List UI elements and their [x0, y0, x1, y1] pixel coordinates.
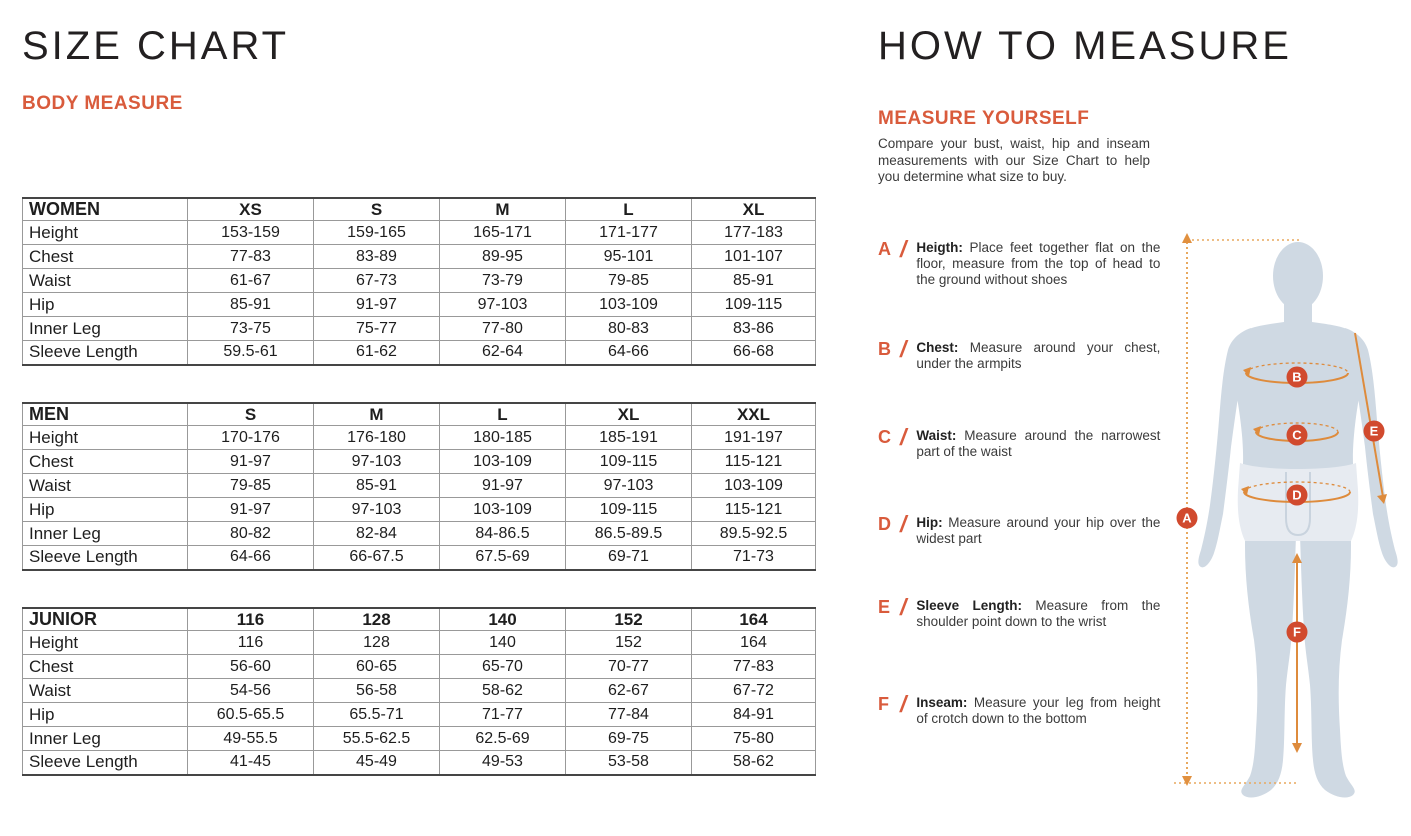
- measurement-label: Height: [23, 631, 188, 655]
- measure-item-height: [878, 236, 1161, 288]
- item-description: Measure from the shoulder point down to the wrist: [916, 598, 1161, 629]
- item-label: Chest:: [916, 340, 959, 355]
- measurement-value: 89.5-92.5: [692, 522, 816, 546]
- measurement-label: Waist: [23, 269, 188, 293]
- item-label: Hip:: [916, 515, 943, 530]
- item-label: Inseam:: [916, 695, 968, 710]
- measure-intro-text: Compare your bust, waist, hip and inseam measurements with our Size Chart to help you determine what size to buy.: [878, 136, 1150, 184]
- table-header-row: [23, 403, 816, 426]
- table-group-header: MEN: [23, 403, 188, 426]
- measurement-label: Inner Leg: [23, 522, 188, 546]
- measurement-value: 77-84: [566, 703, 692, 727]
- measurement-value: 89-95: [440, 245, 566, 269]
- svg-text:E: E: [1369, 423, 1379, 439]
- measurement-value: 159-165: [314, 221, 440, 245]
- item-description: Measure around your hip over the widest part: [916, 515, 1161, 546]
- measurement-value: 79-85: [188, 474, 314, 498]
- measurement-value: 103-109: [566, 293, 692, 317]
- table-row: [23, 631, 816, 655]
- measurement-value: 60.5-65.5: [188, 703, 314, 727]
- measurement-value: 61-67: [188, 269, 314, 293]
- measurement-label: Chest: [23, 450, 188, 474]
- size-column-header: M: [440, 198, 566, 221]
- table-row: [23, 546, 816, 570]
- measurement-value: 77-80: [440, 317, 566, 341]
- junior-size-table: [22, 607, 816, 776]
- table-row: [23, 269, 816, 293]
- measurement-value: 164: [692, 631, 816, 655]
- table-row: [23, 727, 816, 751]
- measure-item-sleeve: [878, 594, 1161, 630]
- table-row: [23, 317, 816, 341]
- svg-text:A: A: [1182, 510, 1192, 526]
- measurement-value: 109-115: [566, 450, 692, 474]
- figure-left-leg: [1241, 516, 1296, 797]
- how-to-measure-title: HOW TO MEASURE: [878, 24, 1292, 68]
- measurement-value: 103-109: [692, 474, 816, 498]
- measurement-label: Chest: [23, 245, 188, 269]
- measurement-value: 65-70: [440, 655, 566, 679]
- measurement-value: 109-115: [566, 498, 692, 522]
- measurement-value: 58-62: [692, 751, 816, 775]
- measure-yourself-heading: MEASURE YOURSELF: [878, 108, 1090, 129]
- measurement-label: Waist: [23, 679, 188, 703]
- measurement-value: 59.5-61: [188, 341, 314, 365]
- measurement-value: 45-49: [314, 751, 440, 775]
- svg-text:D: D: [1292, 487, 1302, 503]
- size-column-header: S: [188, 403, 314, 426]
- measurement-value: 60-65: [314, 655, 440, 679]
- measurement-label: Hip: [23, 703, 188, 727]
- measurement-value: 97-103: [440, 293, 566, 317]
- table-group-header: JUNIOR: [23, 608, 188, 631]
- table-row: [23, 245, 816, 269]
- table-row: [23, 221, 816, 245]
- table-header-row: [23, 608, 816, 631]
- measurement-value: 56-58: [314, 679, 440, 703]
- measurement-value: 77-83: [188, 245, 314, 269]
- size-column-header: M: [314, 403, 440, 426]
- measurement-value: 97-103: [566, 474, 692, 498]
- measurement-value: 67-72: [692, 679, 816, 703]
- measurement-value: 77-83: [692, 655, 816, 679]
- size-column-header: 128: [314, 608, 440, 631]
- measurement-value: 64-66: [188, 546, 314, 570]
- slash-divider-icon: /: [900, 336, 907, 362]
- measurement-value: 73-79: [440, 269, 566, 293]
- measurement-value: 53-58: [566, 751, 692, 775]
- measure-item-waist: [878, 424, 1161, 460]
- measurement-value: 170-176: [188, 426, 314, 450]
- measurement-value: 86.5-89.5: [566, 522, 692, 546]
- measurement-value: 152: [566, 631, 692, 655]
- measurement-value: 91-97: [188, 450, 314, 474]
- measurement-value: 61-62: [314, 341, 440, 365]
- table-row: [23, 522, 816, 546]
- item-description: Measure around your chest, under the armpits: [916, 340, 1161, 371]
- measurement-value: 41-45: [188, 751, 314, 775]
- size-column-header: XS: [188, 198, 314, 221]
- measurement-label: Sleeve Length: [23, 546, 188, 570]
- size-column-header: 164: [692, 608, 816, 631]
- measurement-value: 91-97: [314, 293, 440, 317]
- measurement-value: 80-82: [188, 522, 314, 546]
- measurement-value: 91-97: [188, 498, 314, 522]
- table-row: [23, 426, 816, 450]
- page-title: SIZE CHART: [22, 24, 290, 68]
- svg-text:C: C: [1292, 427, 1302, 443]
- figure-right-leg: [1300, 516, 1355, 797]
- measurement-value: 165-171: [440, 221, 566, 245]
- measurement-value: 85-91: [188, 293, 314, 317]
- measurement-value: 191-197: [692, 426, 816, 450]
- item-letter: E: [878, 597, 891, 617]
- women-size-table: [22, 197, 816, 366]
- item-letter: F: [878, 694, 889, 714]
- measurement-value: 84-86.5: [440, 522, 566, 546]
- measurement-label: Height: [23, 426, 188, 450]
- measurement-value: 180-185: [440, 426, 566, 450]
- table-row: [23, 293, 816, 317]
- measure-item-inseam: [878, 691, 1161, 727]
- size-column-header: 152: [566, 608, 692, 631]
- measurement-value: 56-60: [188, 655, 314, 679]
- slash-divider-icon: /: [900, 511, 907, 537]
- measure-item-chest: [878, 336, 1161, 372]
- size-column-header: S: [314, 198, 440, 221]
- table-row: [23, 703, 816, 727]
- measurement-value: 66-67.5: [314, 546, 440, 570]
- table-row: [23, 655, 816, 679]
- table-row: [23, 474, 816, 498]
- table-row: [23, 498, 816, 522]
- table-row: [23, 751, 816, 775]
- size-column-header: XXL: [692, 403, 816, 426]
- size-column-header: 140: [440, 608, 566, 631]
- measurement-label: Chest: [23, 655, 188, 679]
- measurement-value: 103-109: [440, 498, 566, 522]
- measurement-value: 75-80: [692, 727, 816, 751]
- size-column-header: L: [566, 198, 692, 221]
- item-description: Measure around the narrowest part of the waist: [916, 428, 1161, 459]
- size-column-header: XL: [692, 198, 816, 221]
- measurement-value: 101-107: [692, 245, 816, 269]
- measurement-value: 49-55.5: [188, 727, 314, 751]
- measurement-value: 79-85: [566, 269, 692, 293]
- measurement-value: 140: [440, 631, 566, 655]
- size-column-header: L: [440, 403, 566, 426]
- badge-E: [1364, 421, 1385, 442]
- size-column-header: XL: [566, 403, 692, 426]
- measurement-value: 116: [188, 631, 314, 655]
- measurement-label: Waist: [23, 474, 188, 498]
- badge-B: [1287, 367, 1308, 388]
- measurement-value: 83-89: [314, 245, 440, 269]
- measurement-value: 62-67: [566, 679, 692, 703]
- measurement-value: 54-56: [188, 679, 314, 703]
- item-label: Heigth:: [916, 240, 963, 255]
- measurement-value: 67-73: [314, 269, 440, 293]
- measurement-value: 83-86: [692, 317, 816, 341]
- table-group-header: WOMEN: [23, 198, 188, 221]
- table-row: [23, 450, 816, 474]
- item-label: Sleeve Length:: [916, 598, 1023, 613]
- measurement-label: Inner Leg: [23, 727, 188, 751]
- men-size-table: [22, 402, 816, 571]
- measurement-value: 71-77: [440, 703, 566, 727]
- measurement-value: 177-183: [692, 221, 816, 245]
- measurement-value: 171-177: [566, 221, 692, 245]
- item-letter: B: [878, 339, 891, 359]
- item-letter: D: [878, 514, 891, 534]
- measurement-value: 128: [314, 631, 440, 655]
- measurement-value: 64-66: [566, 341, 692, 365]
- svg-text:B: B: [1292, 369, 1302, 385]
- table-header-row: [23, 198, 816, 221]
- badge-F: [1287, 622, 1308, 643]
- svg-text:F: F: [1293, 624, 1301, 640]
- measurement-value: 115-121: [692, 498, 816, 522]
- measurement-value: 62-64: [440, 341, 566, 365]
- measurement-value: 103-109: [440, 450, 566, 474]
- measurement-value: 82-84: [314, 522, 440, 546]
- body-measure-heading: BODY MEASURE: [22, 93, 183, 114]
- measurement-value: 67.5-69: [440, 546, 566, 570]
- table-row: [23, 341, 816, 365]
- body-silhouette-diagram: [1150, 220, 1411, 836]
- measurement-value: 176-180: [314, 426, 440, 450]
- measurement-value: 55.5-62.5: [314, 727, 440, 751]
- measurement-label: Hip: [23, 498, 188, 522]
- item-letter: A: [878, 239, 891, 259]
- measurement-value: 58-62: [440, 679, 566, 703]
- slash-divider-icon: /: [900, 424, 907, 450]
- measurement-value: 70-77: [566, 655, 692, 679]
- measurement-value: 85-91: [692, 269, 816, 293]
- measurement-value: 49-53: [440, 751, 566, 775]
- item-letter: C: [878, 427, 891, 447]
- slash-divider-icon: /: [900, 691, 907, 717]
- item-label: Waist:: [916, 428, 957, 443]
- measurement-value: 95-101: [566, 245, 692, 269]
- measurement-value: 115-121: [692, 450, 816, 474]
- measurement-value: 153-159: [188, 221, 314, 245]
- badge-C: [1287, 425, 1308, 446]
- measurement-value: 97-103: [314, 450, 440, 474]
- measurement-value: 97-103: [314, 498, 440, 522]
- measurement-value: 65.5-71: [314, 703, 440, 727]
- measurement-label: Hip: [23, 293, 188, 317]
- measurement-value: 66-68: [692, 341, 816, 365]
- measurement-value: 91-97: [440, 474, 566, 498]
- measurement-value: 185-191: [566, 426, 692, 450]
- measurement-value: 73-75: [188, 317, 314, 341]
- slash-divider-icon: /: [900, 236, 907, 262]
- measurement-value: 62.5-69: [440, 727, 566, 751]
- measurement-value: 80-83: [566, 317, 692, 341]
- measurement-value: 109-115: [692, 293, 816, 317]
- slash-divider-icon: /: [900, 594, 907, 620]
- measurement-label: Inner Leg: [23, 317, 188, 341]
- badge-D: [1287, 485, 1308, 506]
- table-row: [23, 679, 816, 703]
- measurement-value: 85-91: [314, 474, 440, 498]
- item-description: Measure your leg from height of crotch down to the bottom: [916, 695, 1161, 726]
- measurement-value: 75-77: [314, 317, 440, 341]
- measurement-value: 69-71: [566, 546, 692, 570]
- measurement-value: 69-75: [566, 727, 692, 751]
- item-description: Place feet together flat on the floor, measure from the top of head to the ground without shoes: [916, 240, 1161, 287]
- body-measurement-figure: [1150, 220, 1411, 836]
- measurement-value: 84-91: [692, 703, 816, 727]
- measure-item-hip: [878, 511, 1161, 547]
- measurement-label: Height: [23, 221, 188, 245]
- size-column-header: 116: [188, 608, 314, 631]
- badge-A: [1177, 508, 1198, 529]
- measurement-value: 71-73: [692, 546, 816, 570]
- measurement-label: Sleeve Length: [23, 341, 188, 365]
- measurement-label: Sleeve Length: [23, 751, 188, 775]
